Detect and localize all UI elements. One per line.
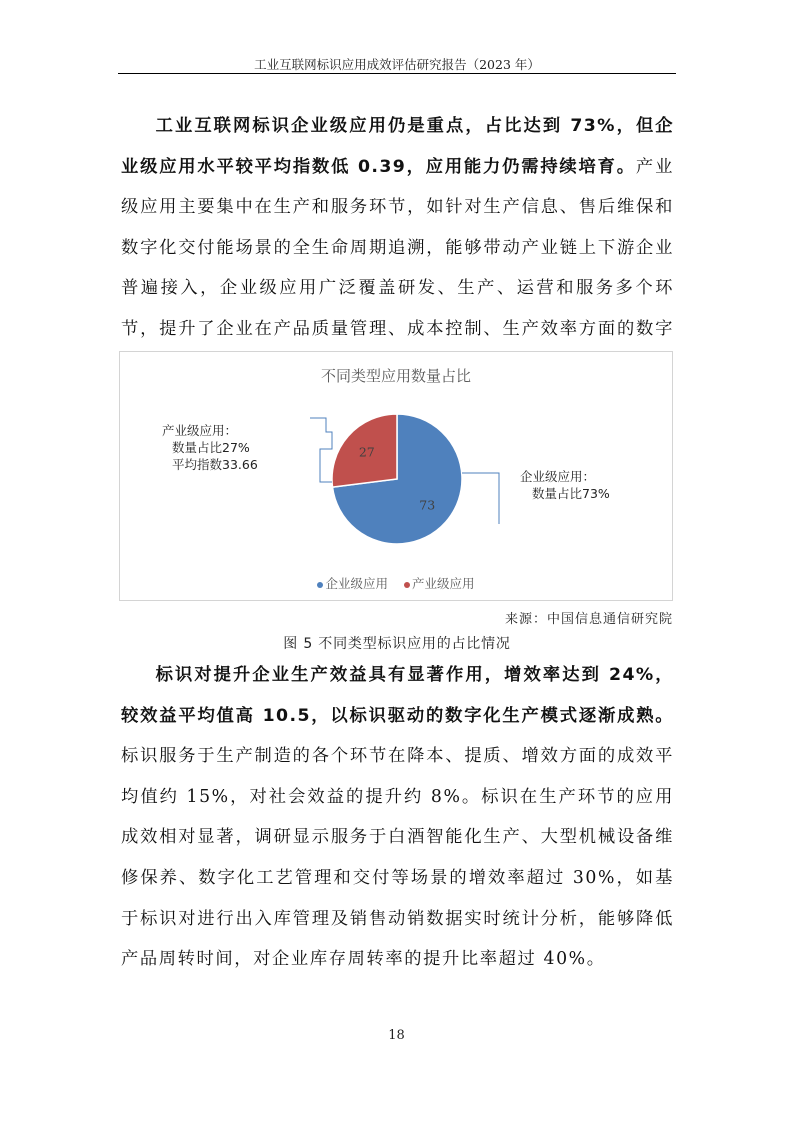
header-rule <box>118 73 676 74</box>
callout-line-industry <box>310 418 332 482</box>
data-label-enterprise: 73 <box>419 497 436 513</box>
paragraph-2 <box>121 655 674 980</box>
figure-source: 来源：中国信息通信研究院 <box>504 612 673 627</box>
page-number: 18 <box>388 1028 405 1043</box>
legend-item-enterprise <box>317 574 388 592</box>
legend-marker-enterprise <box>317 582 323 588</box>
figure-caption: 图 5 不同类型标识应用的占比情况 <box>283 636 511 652</box>
running-header: 工业互联网标识应用成效评估研究报告（2023 年） <box>254 57 540 72</box>
callout-enterprise-share: 数量占比73% <box>532 486 610 501</box>
callout-industry-title: 产业级应用： <box>162 423 238 438</box>
callout-industry-index: 平均指数33.66 <box>172 457 258 472</box>
callout-line-enterprise <box>462 473 499 524</box>
legend-label-enterprise: 企业级应用 <box>325 576 388 591</box>
paragraph-2-text: 标识服务于生产制造的各个环节在降本、提质、增效方面的成效平均值约 15%，对社会效益的提升约 8%。标识在生产环节的应用成效相对显著，调研显示服务于白酒智能化生产、大型机械设备维修保养、数字化工艺管理和交付等场景的增效率超过 30%，如基于标识对进行出入库管理及销售动销数据实时统计分析，能够降低产品周转时间，对企业库存周转率的提升比率超过 40%。 <box>121 746 674 970</box>
chart-title: 不同类型应用数量占比 <box>320 367 471 385</box>
legend-label-industry: 产业级应用 <box>411 576 475 591</box>
legend-marker-industry <box>404 582 410 588</box>
paragraph-1-bold: 工业互联网标识企业级应用仍是重点，占比达到 73%，但企业级应用水平较平均指数低 0.39，应用能力仍需持续培育。 <box>121 116 674 177</box>
callout-enterprise-title: 企业级应用： <box>520 469 596 484</box>
chart-legend <box>120 574 672 592</box>
callout-industry <box>162 422 258 473</box>
paragraph-1 <box>121 106 674 390</box>
paragraph-2-bold: 标识对提升企业生产效益具有显著作用，增效率达到 24%，较效益平均值高 10.5，以标识驱动的数字化生产模式逐渐成熟。 <box>121 665 674 726</box>
callout-industry-share: 数量占比27% <box>172 440 250 455</box>
data-label-industry: 27 <box>358 444 375 460</box>
pie-chart <box>119 351 673 601</box>
paragraph-1-text: 产业级应用主要集中在生产和服务环节，如针对生产信息、售后维保和数字化交付能场景的全生命周期追溯，能够带动产业链上下游企业普遍接入，企业级应用广泛覆盖研发、生产、运营和服务多个环节，提升了企业在产品质量管理、成本控制、生产效率方面的数字 <box>121 156 674 339</box>
legend-item-industry <box>404 574 475 592</box>
callout-enterprise <box>520 468 610 502</box>
